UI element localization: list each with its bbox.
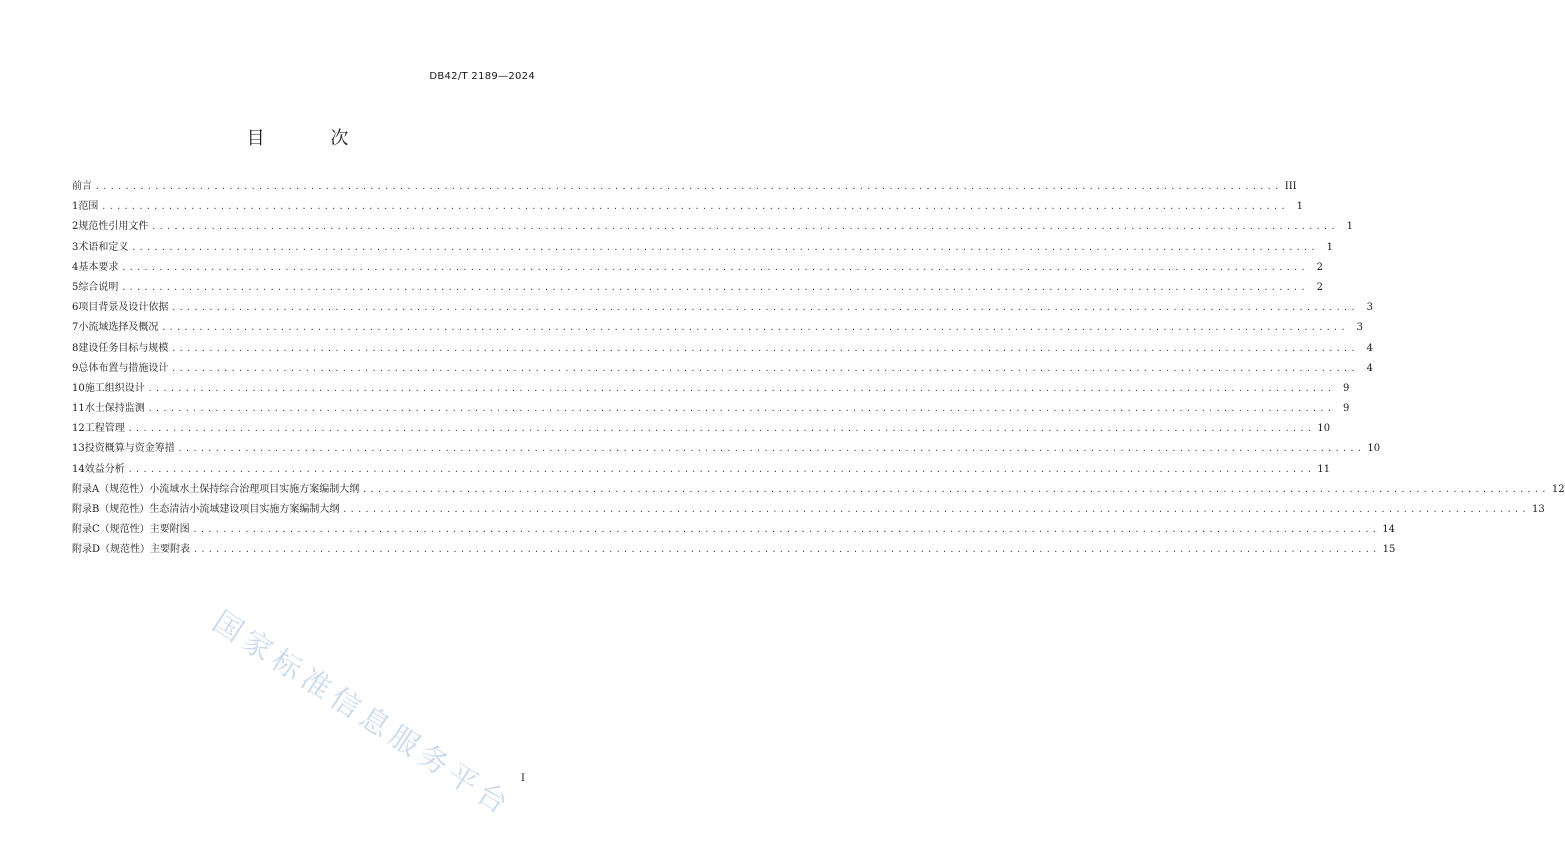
toc-entry[interactable]: [72, 197, 1303, 217]
toc-entry-label: 水土保持监测: [84, 403, 145, 415]
toc-entry[interactable]: [72, 500, 1545, 520]
toc-entry-label: 规范性引用文件: [78, 221, 149, 233]
toc-entry[interactable]: [72, 419, 1331, 439]
toc-dot-leader: ................................................................................................................................................................: [147, 404, 1335, 414]
toc-entry-label: 总体布置与措施设计: [78, 362, 169, 374]
toc-entry-number: 3: [72, 241, 79, 253]
toc-dot-leader: ................................................................................................................................................................: [121, 262, 1308, 272]
toc-entry[interactable]: [72, 318, 1363, 338]
toc-entry-number: 10: [72, 382, 85, 394]
toc-entry-label: 效益分析: [84, 463, 125, 475]
toc-dot-leader: ................................................................................................................................................................: [127, 424, 1315, 434]
toc-entry-label: 施工组织设计: [84, 382, 145, 394]
toc-entry-label: 主要附表: [150, 544, 191, 556]
toc-entry-number: 附录A（规范性）: [72, 483, 150, 495]
toc-dot-leader: ................................................................................................................................................................: [101, 202, 1288, 212]
toc-entry[interactable]: [72, 339, 1373, 359]
page-title: 目 次: [246, 128, 379, 149]
toc-entry-number: 1: [72, 201, 79, 213]
toc-entry-label: 术语和定义: [78, 241, 129, 253]
toc-entry-page: 9: [1342, 382, 1350, 394]
toc-entry[interactable]: [72, 238, 1333, 258]
document-code: DB42/T 2189—2024: [429, 71, 535, 82]
toc-dot-leader: ................................................................................................................................................................: [127, 464, 1315, 474]
toc-dot-leader: ................................................................................................................................................................: [121, 282, 1308, 292]
toc-dot-leader: ................................................................................................................................................................: [171, 303, 1358, 313]
toc-entry-label: 建设任务目标与规模: [78, 342, 169, 354]
toc-entry-number: 4: [72, 261, 79, 273]
toc-entry-page: 1: [1346, 221, 1353, 233]
page-number: I: [521, 773, 525, 784]
toc-dot-leader: ................................................................................................................................................................: [131, 242, 1318, 252]
toc-entry-page: 10: [1367, 443, 1381, 455]
toc-entry-number: 8: [72, 342, 79, 354]
toc-entry-number: 14: [72, 463, 85, 475]
watermark: 国家标准信息服务平台: [206, 604, 519, 824]
toc-entry-page: 2: [1316, 261, 1323, 273]
toc-entry-label: 小流域水土保持综合治理项目实施方案编制大纲: [149, 483, 360, 495]
toc-entry-page: 14: [1382, 524, 1396, 536]
toc-entry-label: 主要附图: [149, 524, 190, 536]
toc-entry-label: 基本要求: [78, 261, 119, 273]
toc-entry[interactable]: [72, 480, 1565, 500]
toc-entry-number: 13: [72, 443, 85, 455]
toc-entry-label: 生态清洁小流域建设项目实施方案编制大纲: [149, 504, 340, 515]
toc-dot-leader: ................................................................................................................................................................: [151, 222, 1338, 232]
toc-entry-number: 附录C（规范性）: [72, 524, 150, 536]
toc-entry-number: 7: [72, 322, 79, 334]
toc-dot-leader: ................................................................................................................................................................: [193, 545, 1380, 555]
toc-entry-label: 范围: [78, 201, 99, 213]
toc-dot-leader: ................................................................................................................................................................: [147, 383, 1335, 393]
toc-entry-page: 15: [1382, 544, 1396, 556]
toc-dot-leader: ................................................................................................................................................................: [362, 484, 1549, 494]
toc-entry[interactable]: [72, 460, 1331, 480]
toc-dot-leader: ................................................................................................................................................................: [95, 182, 1282, 191]
toc-entry-label: 前言: [72, 181, 92, 192]
toc-entry-page: 4: [1366, 342, 1373, 354]
toc-entry[interactable]: [72, 217, 1353, 237]
toc-entry-label: 项目背景及设计依据: [78, 302, 169, 314]
toc-entry-page: 1: [1326, 241, 1333, 253]
toc-dot-leader: ................................................................................................................................................................: [161, 323, 1348, 333]
toc-entry[interactable]: [72, 258, 1323, 278]
toc-entry-page: III: [1284, 181, 1297, 192]
toc-entry-number: 2: [72, 221, 79, 233]
toc-entry-page: 10: [1317, 423, 1331, 435]
toc-entry-page: 4: [1366, 362, 1373, 374]
table-of-contents: [72, 177, 1565, 561]
toc-entry[interactable]: [72, 177, 1297, 197]
toc-entry-number: 附录B（规范性）: [72, 504, 150, 515]
toc-entry-number: 12: [72, 423, 85, 435]
toc-entry-label: 小流域选择及概况: [78, 322, 159, 334]
toc-dot-leader: ................................................................................................................................................................: [177, 444, 1365, 454]
toc-entry-page: 3: [1366, 302, 1373, 314]
toc-entry[interactable]: [72, 379, 1350, 399]
toc-entry-number: 9: [72, 362, 79, 374]
toc-dot-leader: ................................................................................................................................................................: [171, 363, 1358, 373]
toc-entry-page: 2: [1316, 281, 1323, 293]
toc-dot-leader: ................................................................................................................................................................: [192, 525, 1380, 535]
toc-entry-page: 12: [1551, 483, 1565, 495]
toc-entry-label: 工程管理: [84, 423, 125, 435]
toc-dot-leader: ................................................................................................................................................................: [342, 505, 1529, 514]
toc-entry[interactable]: [72, 540, 1396, 560]
toc-entry-page: 13: [1531, 504, 1545, 515]
toc-entry-page: 1: [1296, 201, 1303, 213]
toc-entry-number: 5: [72, 281, 79, 293]
toc-entry[interactable]: [72, 399, 1350, 419]
toc-entry[interactable]: [72, 439, 1381, 459]
toc-entry-number: 附录D（规范性）: [72, 544, 151, 556]
toc-entry[interactable]: [72, 359, 1373, 379]
toc-entry-page: 3: [1356, 322, 1363, 334]
toc-entry[interactable]: [72, 278, 1323, 298]
toc-entry-number: 6: [72, 302, 79, 314]
toc-entry-page: 9: [1342, 403, 1350, 415]
toc-entry[interactable]: [72, 520, 1396, 540]
toc-entry-number: 11: [72, 403, 85, 415]
toc-entry-label: 投资概算与资金筹措: [84, 443, 175, 455]
toc-entry[interactable]: [72, 298, 1373, 318]
toc-entry-label: 综合说明: [78, 281, 119, 293]
toc-entry-page: 11: [1317, 463, 1331, 475]
toc-dot-leader: ................................................................................................................................................................: [171, 343, 1358, 353]
